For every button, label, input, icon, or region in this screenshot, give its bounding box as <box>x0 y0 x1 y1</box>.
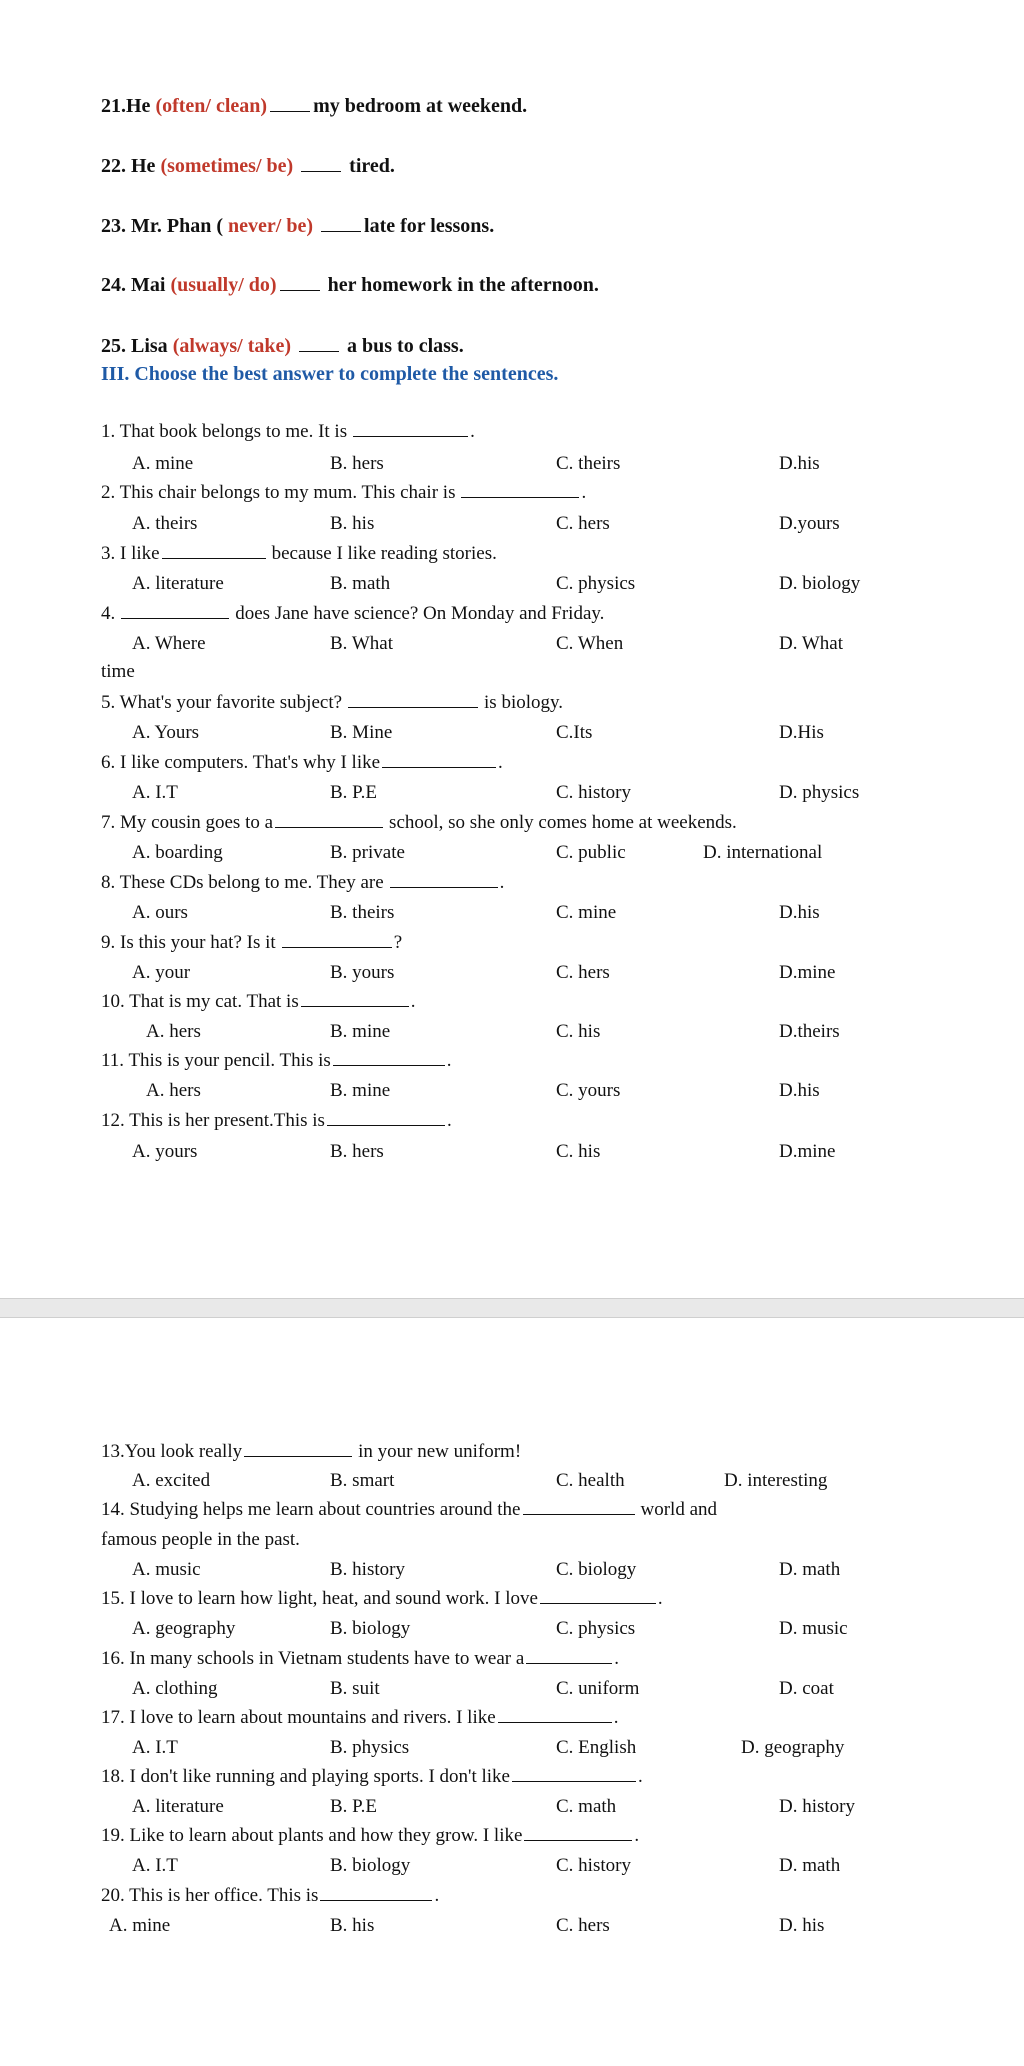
options-row <box>0 453 1024 479</box>
question-text: 18. I don't like running and playing sports. I don't like <box>101 1766 510 1787</box>
question-text: 15. I love to learn how light, heat, and sound work. I love <box>101 1588 538 1609</box>
option-d[interactable]: D.His <box>779 722 824 743</box>
options-row <box>0 1678 1024 1704</box>
mcq-question-6 <box>101 752 503 774</box>
options-row <box>0 1737 1024 1763</box>
option-b[interactable]: B. mine <box>330 1080 391 1101</box>
option-d[interactable]: D. his <box>779 1915 825 1936</box>
option-b[interactable]: B. hers <box>330 453 384 474</box>
question-rest: my bedroom at weekend. <box>313 95 528 117</box>
option-d-wrap: time <box>101 661 135 682</box>
option-c[interactable]: C. physics <box>556 1618 636 1639</box>
option-c[interactable]: C. his <box>556 1141 601 1162</box>
option-c[interactable]: C. public <box>556 842 626 863</box>
answer-blank <box>390 873 498 888</box>
option-b[interactable]: B. theirs <box>330 902 395 923</box>
option-b[interactable]: B. physics <box>330 1737 410 1758</box>
option-c[interactable]: C. math <box>556 1796 617 1817</box>
option-a[interactable]: A. I.T <box>132 1855 178 1876</box>
question-text: 8. These CDs belong to me. They are <box>101 872 384 893</box>
answer-blank <box>299 337 339 352</box>
options-row <box>0 1141 1024 1167</box>
mcq-question-3 <box>101 543 497 565</box>
question-21 <box>101 95 527 118</box>
mcq-question-12 <box>101 1110 452 1132</box>
question-text: 2. This chair belongs to my mum. This chair is <box>101 482 456 503</box>
question-rest: late for lessons. <box>364 215 495 237</box>
question-tail: . <box>470 421 475 442</box>
verb-hint: (often/ clean) <box>155 95 268 117</box>
option-a[interactable]: A. geography <box>132 1618 236 1639</box>
question-tail: ? <box>393 932 403 953</box>
section-title: III. Choose the best answer to complete the sentences. <box>101 363 559 385</box>
question-22 <box>101 155 395 178</box>
option-b[interactable]: B. P.E <box>330 1796 377 1817</box>
question-number: 21.He <box>101 95 151 117</box>
answer-blank <box>353 422 468 437</box>
options-row <box>0 1796 1024 1822</box>
verb-hint: (always/ take) <box>172 335 292 357</box>
option-a[interactable]: A. ours <box>132 902 188 923</box>
question-tail: . <box>657 1588 663 1609</box>
mcq-question-19 <box>101 1825 639 1847</box>
question-text: 12. This is her present.This is <box>101 1110 325 1131</box>
option-a[interactable]: A. Yours <box>132 722 200 743</box>
answer-blank <box>461 483 579 498</box>
answer-blank <box>327 1111 445 1126</box>
option-a[interactable]: A. literature <box>132 1796 224 1817</box>
question-rest: tired. <box>349 155 395 177</box>
answer-blank <box>333 1051 445 1066</box>
answer-blank <box>282 933 392 948</box>
option-d[interactable]: D.his <box>779 453 820 474</box>
option-a[interactable]: A. Where <box>132 633 206 654</box>
mcq-question-9 <box>101 932 402 954</box>
question-wrap: famous people in the past. <box>101 1529 300 1550</box>
question-tail: . <box>613 1707 619 1728</box>
answer-blank <box>512 1767 636 1782</box>
question-text: 5. What's your favorite subject? <box>101 692 343 713</box>
options-row <box>0 842 1024 868</box>
option-b[interactable]: B. biology <box>330 1855 411 1876</box>
answer-blank <box>523 1500 635 1515</box>
option-a[interactable]: A. clothing <box>132 1678 218 1699</box>
options-row <box>0 1618 1024 1644</box>
option-c[interactable]: C. When <box>556 633 624 654</box>
mcq-question-5 <box>101 692 563 714</box>
option-b[interactable]: B. hers <box>330 1141 384 1162</box>
mcq-question-10 <box>101 991 415 1013</box>
question-tail: world and <box>640 1499 718 1520</box>
option-c[interactable]: C. biology <box>556 1559 637 1580</box>
option-b[interactable]: B. Mine <box>330 722 393 743</box>
option-d[interactable]: D.yours <box>779 513 840 534</box>
question-tail: . <box>581 482 587 503</box>
options-row <box>0 1915 1024 1941</box>
option-d[interactable]: D. interesting <box>724 1470 828 1491</box>
option-d[interactable]: D. biology <box>779 573 861 594</box>
option-c[interactable]: C. history <box>556 782 631 803</box>
option-c[interactable]: C.Its <box>556 722 593 743</box>
page-separator <box>0 1298 1024 1318</box>
question-text: 10. That is my cat. That is <box>101 991 299 1012</box>
option-c[interactable]: C. English <box>556 1737 637 1758</box>
options-row <box>0 902 1024 928</box>
option-d[interactable]: D. international <box>703 842 823 863</box>
option-a[interactable]: A. I.T <box>132 782 178 803</box>
answer-blank <box>162 544 266 559</box>
options-row <box>0 1021 1024 1047</box>
mcq-question-14 <box>101 1499 717 1521</box>
option-c[interactable]: C. hers <box>556 1915 610 1936</box>
question-23 <box>101 215 494 238</box>
option-b[interactable]: B. P.E <box>330 782 377 803</box>
option-d[interactable]: D. What <box>779 633 844 654</box>
answer-blank <box>320 1886 432 1901</box>
options-row <box>0 1080 1024 1106</box>
mcq-question-4 <box>101 603 604 625</box>
mcq-question-2 <box>101 482 586 504</box>
option-c[interactable]: C. physics <box>556 573 636 594</box>
option-c[interactable]: C. mine <box>556 902 617 923</box>
option-d[interactable]: D. geography <box>741 1737 845 1758</box>
verb-hint: (sometimes/ be) <box>160 155 294 177</box>
question-tail: . <box>446 1110 452 1131</box>
answer-blank <box>301 157 341 172</box>
question-tail: . <box>446 1050 452 1071</box>
options-row <box>0 513 1024 539</box>
answer-blank <box>280 276 320 291</box>
question-text: 6. I like computers. That's why I like <box>101 752 381 773</box>
question-rest: a bus to class. <box>347 335 464 357</box>
question-tail: . <box>410 991 416 1012</box>
answer-blank <box>301 992 409 1007</box>
mcq-question-11 <box>101 1050 452 1072</box>
question-number: 25. Lisa <box>101 335 168 357</box>
option-a[interactable]: A. your <box>132 962 191 983</box>
question-tail: in your new uniform! <box>358 1441 522 1462</box>
question-text: 11. This is your pencil. This is <box>101 1050 331 1071</box>
option-b[interactable]: B. suit <box>330 1678 380 1699</box>
option-b[interactable]: B. his <box>330 513 375 534</box>
question-tail: school, so she only comes home at weekends. <box>389 812 737 833</box>
question-text: 17. I love to learn about mountains and rivers. I like <box>101 1707 496 1728</box>
question-tail: because I like reading stories. <box>271 543 497 564</box>
question-tail: . <box>499 872 505 893</box>
option-a[interactable]: A. music <box>132 1559 201 1580</box>
answer-blank <box>382 753 496 768</box>
mcq-question-15 <box>101 1588 663 1610</box>
question-text: 16. In many schools in Vietnam students have to wear a <box>101 1648 525 1669</box>
question-tail: . <box>498 752 503 773</box>
question-rest: her homework in the afternoon. <box>327 274 599 296</box>
worksheet-page-2 <box>0 1318 1024 2066</box>
option-b[interactable]: B. yours <box>330 962 395 983</box>
option-a[interactable]: A. excited <box>132 1470 211 1491</box>
option-c[interactable]: C. health <box>556 1470 625 1491</box>
option-d[interactable]: D. physics <box>779 782 860 803</box>
answer-blank <box>526 1649 612 1664</box>
option-a[interactable]: A. boarding <box>132 842 223 863</box>
answer-blank <box>321 217 361 232</box>
option-c[interactable]: C. history <box>556 1855 631 1876</box>
question-number: 23. Mr. Phan ( <box>101 215 224 237</box>
mcq-question-13 <box>101 1441 521 1463</box>
option-d[interactable]: D.theirs <box>779 1021 840 1042</box>
question-text: 20. This is her office. This is <box>101 1885 319 1906</box>
option-b[interactable]: B. history <box>330 1559 405 1580</box>
question-tail: does Jane have science? On Monday and Friday. <box>235 603 605 624</box>
option-a[interactable]: A. I.T <box>132 1737 178 1758</box>
option-a[interactable]: A. mine <box>109 1915 171 1936</box>
answer-blank <box>244 1442 352 1457</box>
answer-blank <box>275 813 383 828</box>
option-b[interactable]: B. private <box>330 842 405 863</box>
option-b[interactable]: B. his <box>330 1915 375 1936</box>
option-c[interactable]: C. yours <box>556 1080 621 1101</box>
answer-blank <box>524 1826 632 1841</box>
option-d[interactable]: D. history <box>779 1796 855 1817</box>
option-d[interactable]: D.his <box>779 1080 820 1101</box>
question-tail: . <box>634 1825 640 1846</box>
option-d[interactable]: D. math <box>779 1559 841 1580</box>
question-text: 13.You look really <box>101 1441 243 1462</box>
option-c[interactable]: C. his <box>556 1021 601 1042</box>
answer-blank <box>540 1589 656 1604</box>
answer-blank <box>121 604 229 619</box>
mcq-question-8 <box>101 872 504 894</box>
option-d[interactable]: D. music <box>779 1618 848 1639</box>
question-text: 7. My cousin goes to a <box>101 812 274 833</box>
option-b[interactable]: B. What <box>330 633 393 654</box>
mcq-question-18 <box>101 1766 643 1788</box>
option-d[interactable]: D.mine <box>779 962 836 983</box>
question-text: 19. Like to learn about plants and how they grow. I like <box>101 1825 523 1846</box>
options-row <box>0 1855 1024 1881</box>
options-row <box>0 573 1024 599</box>
option-a[interactable]: A. hers <box>146 1021 201 1042</box>
option-d[interactable]: D.mine <box>779 1141 836 1162</box>
answer-blank <box>348 693 478 708</box>
option-d[interactable]: D.his <box>779 902 820 923</box>
answer-blank <box>498 1708 612 1723</box>
question-text: 3. I like <box>101 543 160 564</box>
options-row <box>0 962 1024 988</box>
option-c[interactable]: C. uniform <box>556 1678 640 1699</box>
option-b[interactable]: B. math <box>330 573 391 594</box>
options-row <box>0 782 1024 808</box>
option-a[interactable]: A. mine <box>132 453 194 474</box>
option-c[interactable]: C. hers <box>556 513 610 534</box>
option-b[interactable]: B. smart <box>330 1470 395 1491</box>
question-tail: is biology. <box>484 692 564 713</box>
question-25 <box>101 335 464 358</box>
question-text: 4. <box>101 603 116 624</box>
mcq-question-1 <box>101 421 475 443</box>
option-c[interactable]: C. theirs <box>556 453 621 474</box>
option-d[interactable]: D. math <box>779 1855 841 1876</box>
option-a[interactable]: A. hers <box>146 1080 201 1101</box>
option-a[interactable]: A. yours <box>132 1141 198 1162</box>
question-tail: . <box>637 1766 643 1787</box>
question-text: 14. Studying helps me learn about countries around the <box>101 1499 521 1520</box>
answer-blank <box>270 97 310 112</box>
mcq-question-7 <box>101 812 737 834</box>
options-row <box>0 633 1024 659</box>
options-row <box>0 1559 1024 1585</box>
question-tail: . <box>614 1648 620 1669</box>
question-24 <box>101 274 599 297</box>
question-text: 1. That book belongs to me. It is <box>101 421 348 442</box>
question-number: 22. He <box>101 155 156 177</box>
option-c[interactable]: C. hers <box>556 962 610 983</box>
option-a[interactable]: A. theirs <box>132 513 198 534</box>
option-b[interactable]: B. biology <box>330 1618 411 1639</box>
question-text: 9. Is this your hat? Is it <box>101 932 276 953</box>
verb-hint: (usually/ do) <box>170 274 277 296</box>
option-d[interactable]: D. coat <box>779 1678 834 1699</box>
option-b[interactable]: B. mine <box>330 1021 391 1042</box>
mcq-question-20 <box>101 1885 439 1907</box>
options-row <box>0 722 1024 748</box>
option-a[interactable]: A. literature <box>132 573 224 594</box>
question-number: 24. Mai <box>101 274 166 296</box>
verb-hint: never/ be) <box>228 215 314 237</box>
question-tail: . <box>434 1885 440 1906</box>
mcq-question-16 <box>101 1648 619 1670</box>
mcq-question-17 <box>101 1707 618 1729</box>
options-row <box>0 1470 1024 1496</box>
